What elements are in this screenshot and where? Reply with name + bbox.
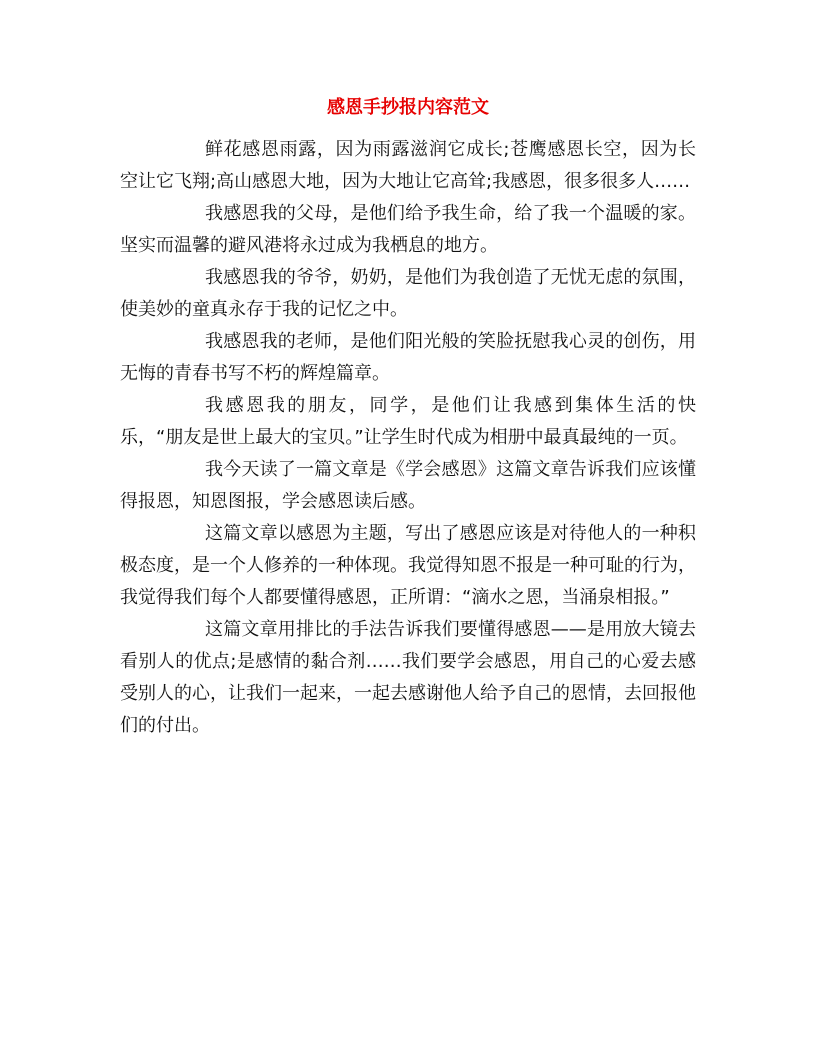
paragraph-5: 我感恩我的朋友，同学，是他们让我感到集体生活的快乐，“朋友是世上最大的宝贝。”让学生时代成为相册中最真最纯的一页。	[120, 395, 696, 448]
paragraph-7: 这篇文章以感恩为主题，写出了感恩应该是对待他人的一种积极态度，是一个人修养的一种体现。我觉得知恩不报是一种可耻的行为，我觉得我们每个人都要懂得感恩，正所谓：“滴水之恩，当涌泉相报。”	[120, 523, 696, 608]
document-body	[120, 134, 696, 742]
paragraph-2: 我感恩我的父母，是他们给予我生命，给了我一个温暖的家。坚实而温馨的避风港将永过成为我栖息的地方。	[120, 203, 696, 256]
paragraph-4: 我感恩我的老师，是他们阳光般的笑脸抚慰我心灵的创伤，用无悔的青春书写不朽的辉煌篇章。	[120, 331, 696, 384]
paragraph-3: 我感恩我的爷爷，奶奶，是他们为我创造了无忧无虑的氛围，使美妙的童真永存于我的记忆之中。	[120, 267, 696, 320]
paragraph-8: 这篇文章用排比的手法告诉我们要懂得感恩——是用放大镜去看别人的优点;是感情的黏合剂……我们要学会感恩，用自己的心爱去感受别人的心，让我们一起来，一起去感谢他人给予自己的恩情，去回报他们的付出。	[120, 619, 696, 736]
paragraph-6: 我今天读了一篇文章是《学会感恩》这篇文章告诉我们应该懂得报恩，知恩图报，学会感恩读后感。	[120, 459, 696, 512]
document-title: 感恩手抄报内容范文	[327, 97, 489, 118]
paragraph-1: 鲜花感恩雨露，因为雨露滋润它成长;苍鹰感恩长空，因为长空让它飞翔;高山感恩大地，因为大地让它高耸;我感恩，很多很多人……	[120, 139, 696, 192]
